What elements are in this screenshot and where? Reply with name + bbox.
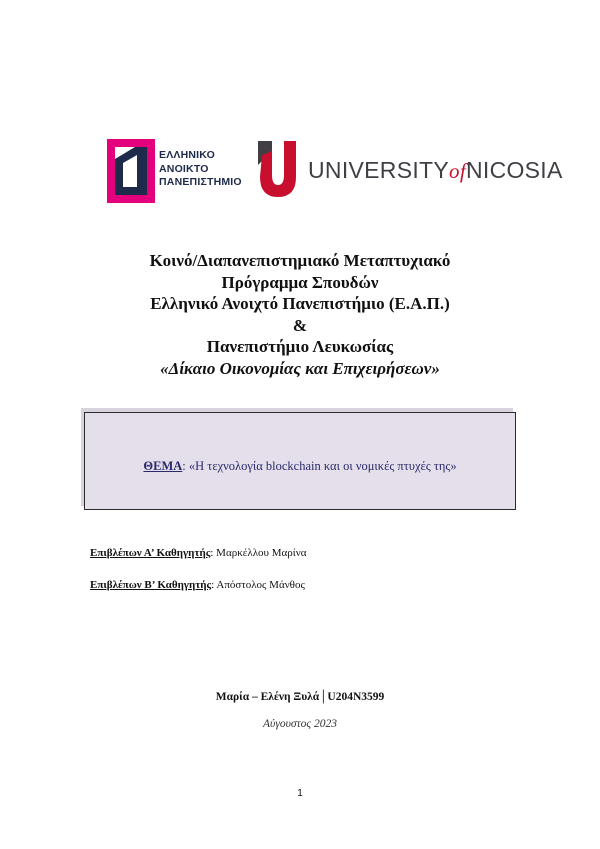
unic-logo-text (308, 157, 563, 184)
unic-text-nicosia: NICOSIA (465, 157, 563, 183)
title-line: Πανεπιστήμιο Λευκωσίας (206, 337, 394, 356)
topic-text (85, 459, 515, 474)
unic-logo (258, 141, 563, 205)
author-id: U204N3599 (327, 691, 385, 703)
document-date: Αύγουστος 2023 (263, 718, 337, 730)
eap-logo (107, 139, 252, 207)
supervisor-b-name: Απόστολος Μάνθος (216, 579, 305, 591)
supervisor-a-name: Μαρκέλλου Μαρίνα (216, 547, 307, 559)
page-number: 1 (297, 788, 303, 799)
program-title (0, 250, 600, 379)
unic-text-university: UNIVERSITY (308, 157, 450, 183)
author-name: Μαρία – Ελένη Ξυλά (215, 691, 320, 703)
title-line: Κοινό/Διαπανεπιστημιακό Μεταπτυχιακό (149, 251, 451, 270)
topic-box (84, 412, 516, 510)
topic-value: «Η τεχνολογία blockchain και οι νομικές πτυχές της» (188, 459, 457, 473)
title-line: & (292, 315, 308, 335)
topic-separator: : (182, 459, 186, 473)
supervisor-a: Επιβλέπων Α’ Καθηγητής: Μαρκέλλου Μαρίνα (90, 547, 307, 559)
unic-logo-mark-icon (258, 141, 298, 197)
supervisor-a-label: Επιβλέπων Α’ Καθηγητής (90, 547, 211, 559)
logos-header (0, 135, 600, 210)
title-line-italic: «Δίκαιο Οικονομίας και Επιχειρήσεων» (160, 358, 440, 378)
title-line: Ελληνικό Ανοιχτό Πανεπιστήμιο (Ε.Α.Π.) (150, 294, 450, 313)
supervisor-b: Επιβλέπων Β’ Καθηγητής: Απόστολος Μάνθος (90, 579, 305, 591)
eap-logo-mark-icon (107, 139, 155, 203)
unic-text-of: of (449, 159, 466, 183)
author-line: Μαρία – Ελένη Ξυλά│U204N3599 (215, 691, 385, 703)
supervisor-b-label: Επιβλέπων Β’ Καθηγητής (90, 579, 212, 591)
title-line: Πρόγραμμα Σπουδών (221, 272, 379, 292)
eap-logo-line: ΠΑΝΕΠΙΣΤΗΜΙΟ (159, 176, 242, 188)
eap-logo-line: ΑΝΟΙΚΤΟ (159, 162, 209, 175)
topic-label: ΘΕΜΑ (143, 459, 183, 473)
eap-logo-line: ΕΛΛΗΝΙΚΟ (159, 149, 215, 161)
eap-logo-text (159, 149, 242, 190)
